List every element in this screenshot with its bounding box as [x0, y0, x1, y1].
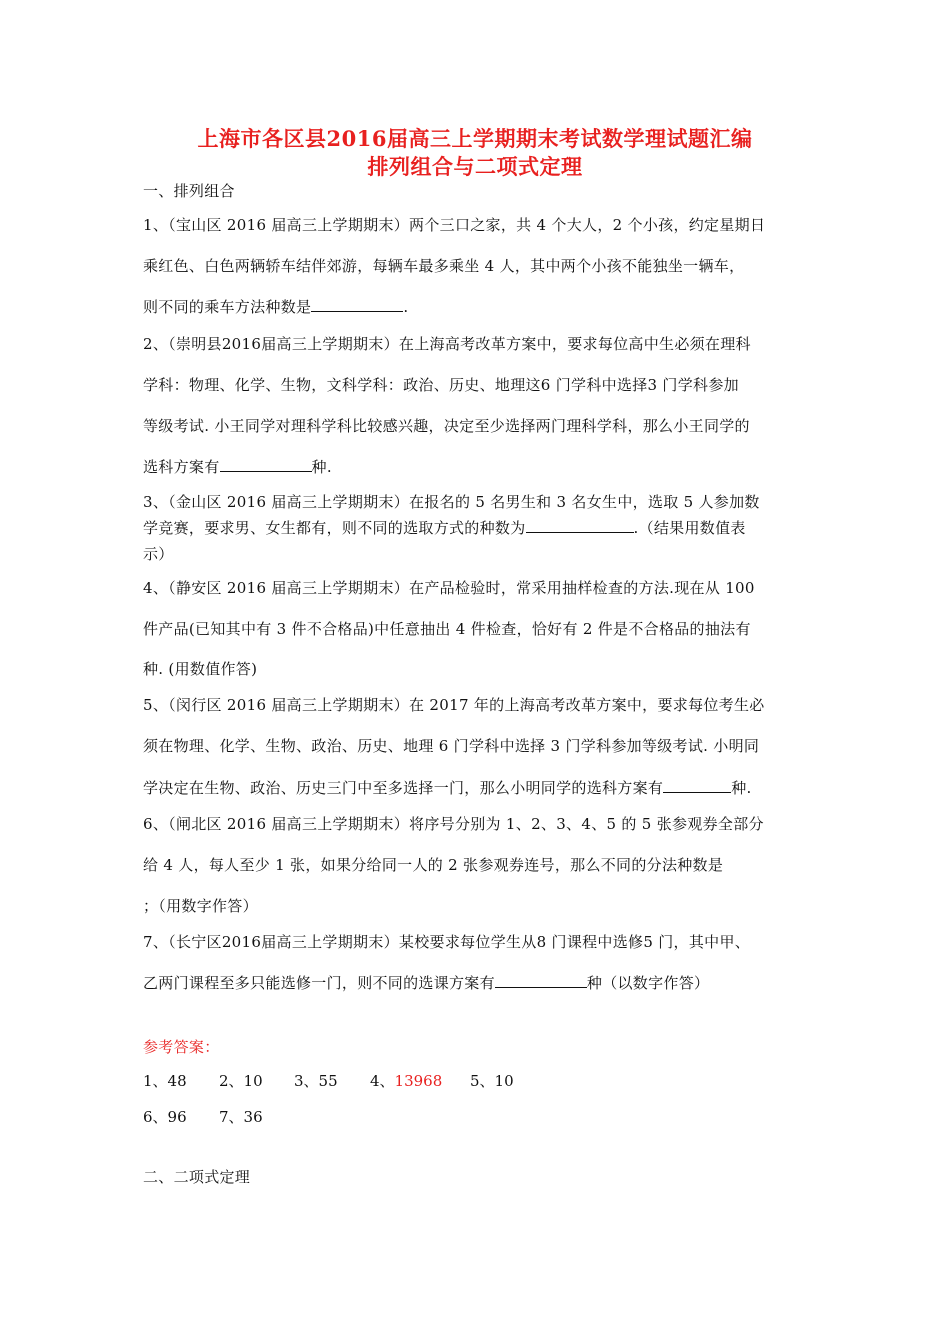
q3-line2-text: 学竞赛，要求男、女生都有，则不同的选取方式的种数为 [143, 519, 526, 537]
q3-line2-end: .（结果用数值表 [633, 519, 746, 537]
answer-7: 7、36 [219, 1108, 263, 1126]
q1-line2: 乘红色、白色两辆轿车结伴郊游，每辆车最多乘坐 4 人，其中两个小孩不能独坐一辆车， [143, 257, 745, 275]
answer-2: 2、10 [219, 1072, 263, 1090]
answer-3: 3、55 [294, 1072, 338, 1090]
q3-line2 [143, 517, 746, 538]
q6-line2: 给 4 人，每人至少 1 张，如果分给同一人的 2 张参观券连号，那么不同的分法种数是 [143, 856, 724, 874]
q7-line2-end: 种（以数字作答） [586, 974, 710, 992]
answer-blank [220, 457, 312, 472]
q2-line4 [143, 456, 332, 477]
q2-line4-text: 选科方案有 [143, 458, 220, 476]
q2-line4-end: 种. [311, 458, 332, 476]
answer-blank [663, 778, 731, 793]
doc-title-line1: 上海市各区县2016届高三上学期期末考试数学理试题汇编 [197, 126, 753, 151]
q2-line1: 2、（崇明县2016届高三上学期期末）在上海高考改革方案中，要求每位高中生必须在理科 [143, 335, 751, 353]
answer-4 [370, 1070, 442, 1091]
q2-line2: 学科：物理、化学、生物，文科学科：政治、历史、地理这6 门学科中选择3 门学科参加 [143, 376, 739, 394]
q1-line3 [143, 296, 408, 317]
q5-line3-text: 学决定在生物、政治、历史三门中至多选择一门，那么小明同学的选科方案有 [143, 779, 664, 797]
q7-line2-text: 乙两门课程至多只能选修一门，则不同的选课方案有 [143, 974, 495, 992]
answers-heading: 参考答案： [143, 1038, 220, 1056]
doc-title-line2: 排列组合与二项式定理 [367, 154, 583, 179]
q3-line3: 示） [143, 545, 174, 563]
section2-heading: 二、二项式定理 [143, 1168, 251, 1186]
q3-line1: 3、（金山区 2016 届高三上学期期末）在报名的 5 名男生和 3 名女生中，选取 5 人参加数 [143, 493, 760, 511]
q4-line3: 种. (用数值作答) [143, 660, 258, 678]
answer-5: 5、10 [470, 1072, 514, 1090]
q2-line3: 等级考试. 小王同学对理科学科比较感兴趣，决定至少选择两门理科学科，那么小王同学的 [143, 417, 750, 435]
answer-4-value: 13968 [394, 1072, 443, 1090]
q5-line3 [143, 777, 752, 798]
q1-line3-end: . [403, 298, 409, 316]
answer-blank [526, 518, 634, 533]
q4-line1: 4、（静安区 2016 届高三上学期期末）在产品检验时，常采用抽样检查的方法.现在从 100 [143, 579, 755, 597]
answer-4-label: 4、 [370, 1072, 395, 1090]
q6-line1: 6、（闸北区 2016 届高三上学期期末）将序号分别为 1、2、3、4、5 的 5 张参观券全部分 [143, 815, 764, 833]
q5-line3-end: 种. [731, 779, 752, 797]
q4-line2: 件产品(已知其中有 3 件不合格品)中任意抽出 4 件检查，恰好有 2 件是不合格品的抽法有 [143, 620, 751, 638]
section1-heading: 一、排列组合 [143, 182, 235, 200]
answer-blank [495, 973, 587, 988]
q6-line3: ；（用数字作答） [143, 897, 258, 915]
q7-line2 [143, 972, 709, 993]
q5-line1: 5、（闵行区 2016 届高三上学期期末）在 2017 年的上海高考改革方案中，要求每位考生必 [143, 696, 765, 714]
q7-line1: 7、（长宁区2016届高三上学期期末）某校要求每位学生从8 门课程中选修5 门，其中甲、 [143, 933, 751, 951]
answer-6: 6、96 [143, 1108, 187, 1126]
answer-blank [311, 297, 403, 312]
answer-1: 1、48 [143, 1072, 187, 1090]
q5-line2: 须在物理、化学、生物、政治、历史、地理 6 门学科中选择 3 门学科参加等级考试. 小明同 [143, 737, 760, 755]
q1-line3-text: 则不同的乘车方法种数是 [143, 298, 312, 316]
q1-line1: 1、（宝山区 2016 届高三上学期期末）两个三口之家，共 4 个大人，2 个小孩，约定星期日 [143, 216, 766, 234]
